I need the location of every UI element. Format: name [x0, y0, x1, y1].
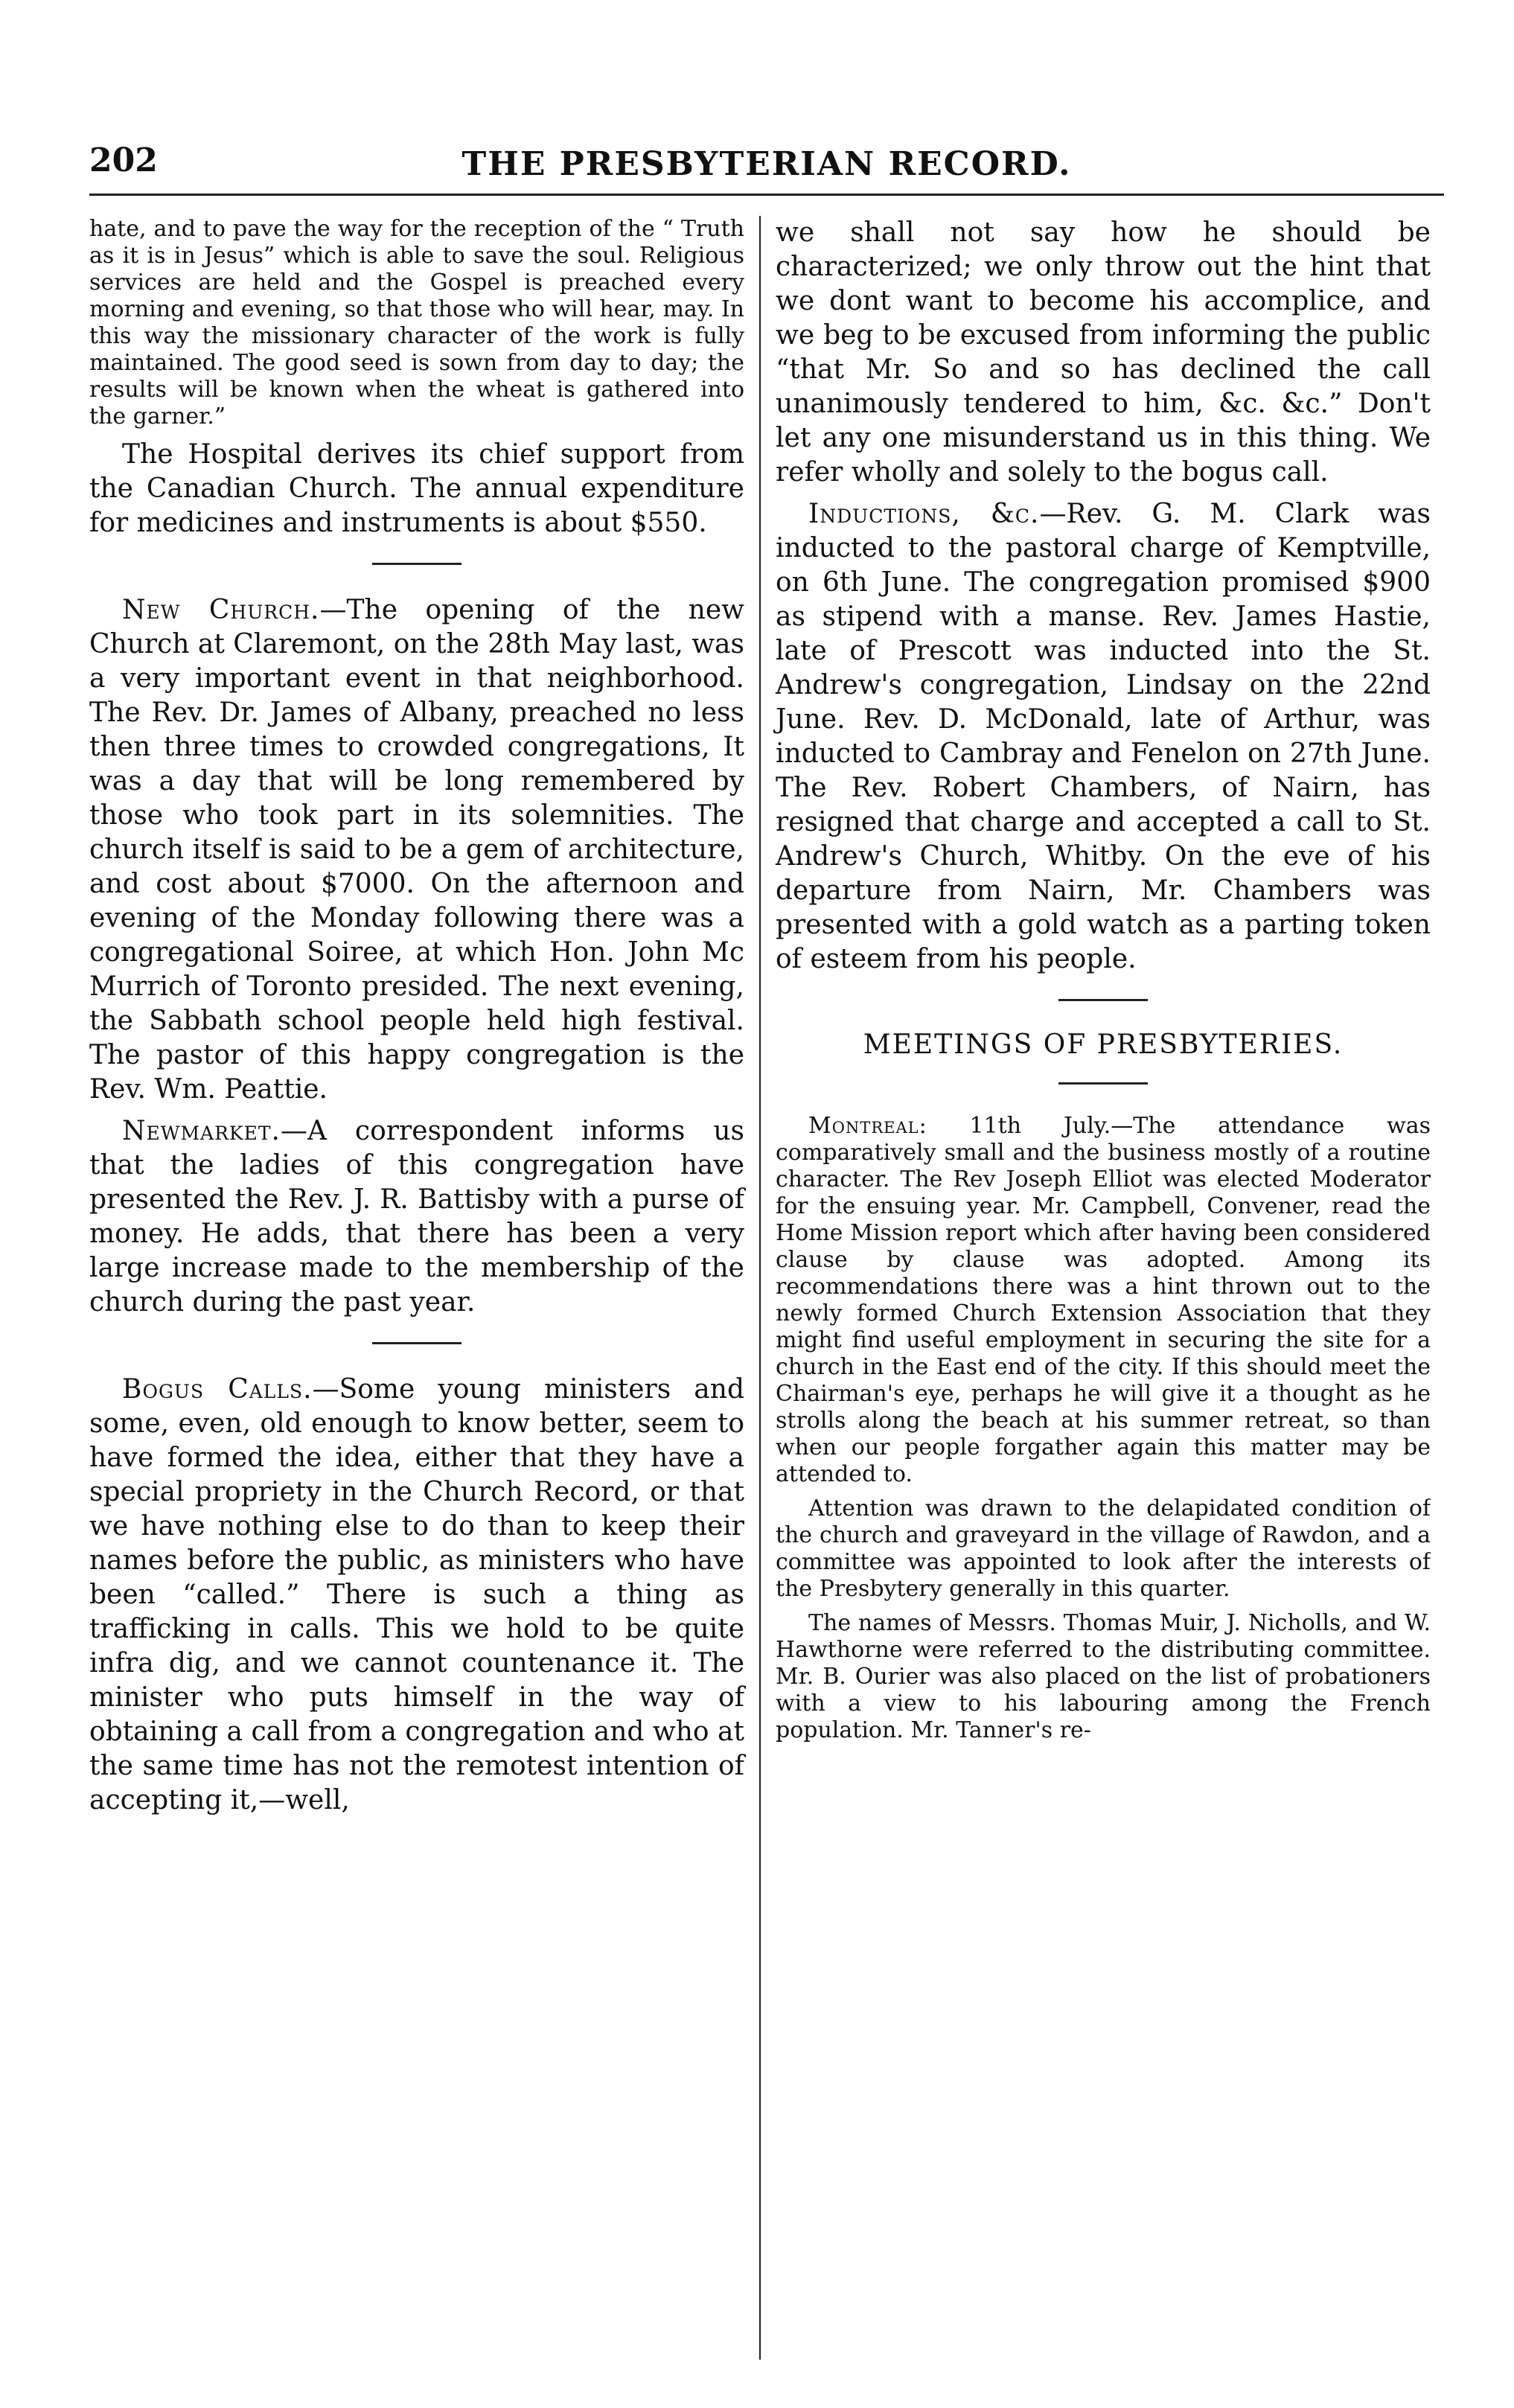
- article-text: 11th July.—The attendance was comparatively small and the business mostly of a routine character. The Rev Joseph Elliot was elected Moderator for the ensuing year. Mr. Campbell, Convener, read the Home Mission report which after having been considered clause by clause was adopted. Among its recommendations there was a hint thrown out to the newly formed Church Extension Association that they might find useful employment in securing the site for a church in the East end of the city. If this should meet the Chairman's eye, perhaps he will give it a thought as he strolls along the beach at his summer retreat, so than when our people forgather again this matter may be attended to.: [776, 1113, 1431, 1487]
- section-rule: [1058, 1082, 1148, 1085]
- paragraph-names: The names of Messrs. Thomas Muir, J. Nicholls, and W. Hawthorne were referred to the distributing committee. Mr. B. Ourier was also placed on the list of probationers with a view to his labouring among the French population. Mr. Tanner's re-: [776, 1610, 1431, 1743]
- paragraph-bogus-continued: we shall not say how he should be characterized; we only throw out the hint that we dont want to become his accomplice, and we beg to be excused from informing the public “that Mr. So and so has declined the call unanimously tendered to him, &c. &c.” Don't let any one misunderstand us in this thing. We refer wholly and solely to the bogus call.: [776, 217, 1431, 488]
- article-text: —A correspondent informs us that the ladies of this congregation have presented the Rev. J. R. Battisby with a purse of money. He adds, that there has been a very large increase made to the membership of the church during the past year.: [89, 1116, 744, 1318]
- running-title: THE PRESBYTERIAN RECORD.: [461, 144, 1072, 183]
- article-heading: Inductions, &c.: [808, 499, 1040, 529]
- paragraph-hospital-continued: hate, and to pave the way for the reception of the “ Truth as it is in Jesus” which is able to save the soul. Religious services are held and the Gospel is preached every morning and evening, so that those who will hear, may. In this way the missionary character of the work is fully maintained. The good seed is sown from day to day; the results will be known when the wheat is gathered into the garner.”: [89, 216, 744, 429]
- article-text: —Rev. G. M. Clark was inducted to the pastoral charge of Kemptville, on 6th June. The congregation promised $900 as stipend with a manse. Rev. James Hastie, late of Prescott was inducted into the St. Andrew's congregation, Lindsay on the 22nd June. Rev. D. McDonald, late of Arthur, was inducted to Cambray and Fenelon on 27th June. The Rev. Robert Chambers, of Nairn, has resigned that charge and accepted a call to St. Andrew's Church, Whitby. On the eve of his departure from Nairn, Mr. Chambers was presented with a gold watch as a parting token of esteem from his people.: [776, 499, 1431, 974]
- right-column: [761, 216, 1431, 2360]
- page-header: [89, 134, 1444, 196]
- article-inductions: [776, 497, 1431, 977]
- paragraph-hospital-support: The Hospital derives its chief support from the Canadian Church. The annual expenditure for medicines and instruments is about $550.: [89, 439, 744, 538]
- article-newmarket: [89, 1114, 744, 1320]
- article-heading: Bogus Calls.: [122, 1374, 313, 1405]
- article-montreal: [776, 1113, 1431, 1488]
- article-heading: Montreal:: [808, 1113, 927, 1139]
- article-heading: Newmarket.: [122, 1116, 281, 1146]
- section-title-meetings: MEETINGS OF PRESBYTERIES.: [863, 1029, 1344, 1060]
- columns: [89, 216, 1444, 2360]
- article-text: —Some young ministers and some, even, old enough to know better, seem to have formed the idea, either that they have a special propriety in the Church Record, or that we have nothing else to do than to keep their names before the public, as ministers who have been “called.” There is such a thing as trafficking in calls. This we hold to be quite infra dig, and we cannot countenance it. The minister who puts himself in the way of obtaining a call from a congregation and who at the same time has not the remotest intention of accepting it,—well,: [89, 1374, 744, 1815]
- article-new-church: [89, 593, 744, 1107]
- page-number: 202: [89, 141, 158, 179]
- section-rule: [372, 563, 461, 565]
- article-bogus-calls: [89, 1373, 744, 1818]
- section-rule: [1058, 999, 1148, 1001]
- article-heading: New Church.: [122, 595, 320, 625]
- article-text: —The opening of the new Church at Claremont, on the 28th May last, was a very important event in that neighborhood. The Rev. Dr. James of Albany, preached no less then three times to crowded congregations, It was a day that will be long remembered by those who took part in its solemnities. The church itself is said to be a gem of architecture, and cost about $7000. On the afternoon and evening of the Monday following there was a congregational Soiree, at which Hon. John Mc Murrich of Toronto presided. The next evening, the Sabbath school people held high festival. The pastor of this happy congregation is the Rev. Wm. Peattie.: [89, 595, 744, 1105]
- left-column: [89, 216, 759, 2360]
- section-rule: [372, 1342, 461, 1344]
- page: [89, 134, 1444, 2352]
- paragraph-attention: Attention was drawn to the delapidated condition of the church and graveyard in the village of Rawdon, and a committee was appointed to look after the interests of the Presbytery generally in this quarter.: [776, 1495, 1431, 1602]
